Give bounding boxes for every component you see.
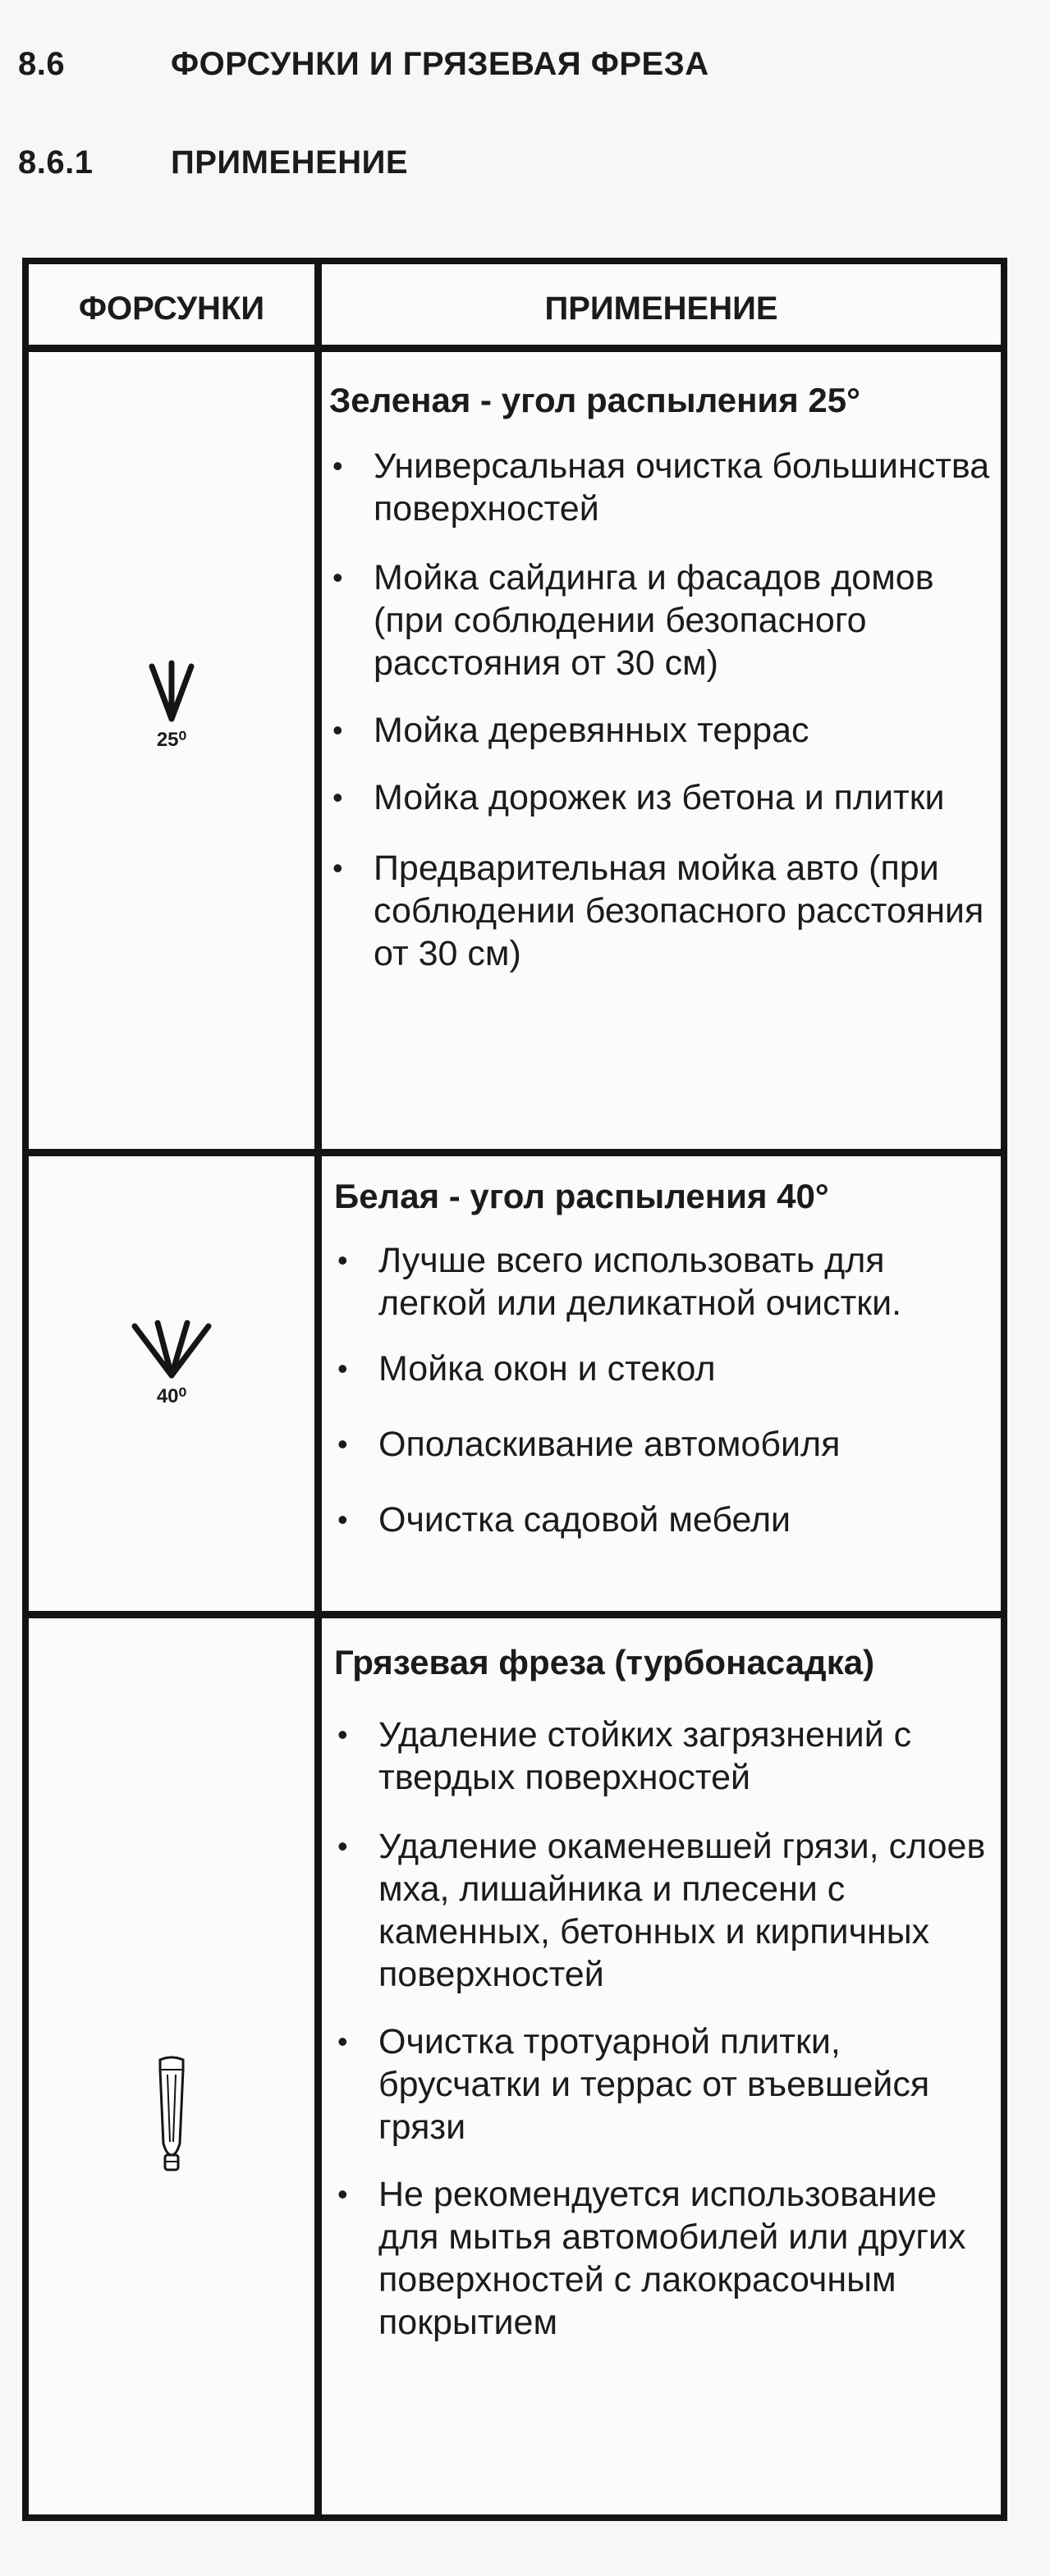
row-divider [29, 345, 1001, 352]
row-white-content [334, 1175, 993, 1541]
row-green-title: Зеленая - угол распыления 25° [329, 381, 860, 419]
nozzle-table [22, 258, 1007, 2521]
list-item: • Мойка дорожек из бетона и плитки [332, 778, 945, 817]
list-item: • Удаление стойких загрязнений с твердых поверхностей [337, 1715, 912, 1797]
nozzle-25-cell [29, 658, 314, 752]
spray-25-icon [139, 658, 204, 724]
row-white-title: Белая - угол распыления 40° [334, 1177, 829, 1215]
subsection-number: 8.6.1 [18, 144, 94, 181]
list-item: • Удаление окаменевшей грязи, слоев мха, лишайника и плесени с каменных, бетонных и кирпичных поверхностей [337, 1827, 986, 1994]
row-divider [29, 1149, 1001, 1156]
list-item: • Мойка окон и стекол [337, 1349, 716, 1389]
section-title: ФОРСУНКИ И ГРЯЗЕВАЯ ФРЕЗА [171, 46, 709, 82]
list-item: • Очистка тротуарной плитки, брусчатки и террас от въевшейся грязи [337, 2022, 930, 2147]
spray-40-icon [126, 1315, 217, 1380]
list-item: • Ополаскивание автомобиля [337, 1425, 841, 1464]
turbo-nozzle-icon [155, 2053, 188, 2176]
row-turbo-content [334, 1641, 993, 2344]
row-turbo-title: Грязевая фреза (турбонасадка) [334, 1643, 875, 1681]
row-green-content [329, 379, 993, 975]
header-application: ПРИМЕНЕНИЕ [544, 291, 778, 327]
list-item: • Не рекомендуется использование для мытья автомобилей или других поверхностей с лакокрасочным покрытием [337, 2175, 966, 2342]
angle-25-label: 25⁰ [156, 729, 187, 751]
angle-40-label: 40⁰ [156, 1385, 187, 1407]
list-item: • Предварительная мойка авто (при соблюдении безопасного расстояния от 30 см) [332, 849, 984, 973]
turbo-nozzle-cell [29, 2053, 314, 2180]
list-item: • Мойка сайдинга и фасадов домов (при соблюдении безопасного расстояния от 30 см) [332, 558, 934, 683]
column-divider [314, 264, 322, 2514]
nozzle-40-cell [29, 1315, 314, 1408]
subsection-title: ПРИМЕНЕНИЕ [171, 144, 409, 181]
list-item: • Лучше всего использовать для легкой или деликатной очистки. [337, 1241, 902, 1323]
list-item: • Очистка садовой мебели [337, 1500, 791, 1540]
header-nozzles: ФОРСУНКИ [78, 291, 265, 327]
list-item: • Мойка деревянных террас [332, 711, 809, 750]
list-item: • Универсальная очистка большинства поверхностей [332, 446, 990, 528]
row-divider [29, 1611, 1001, 1618]
section-number: 8.6 [18, 46, 66, 82]
